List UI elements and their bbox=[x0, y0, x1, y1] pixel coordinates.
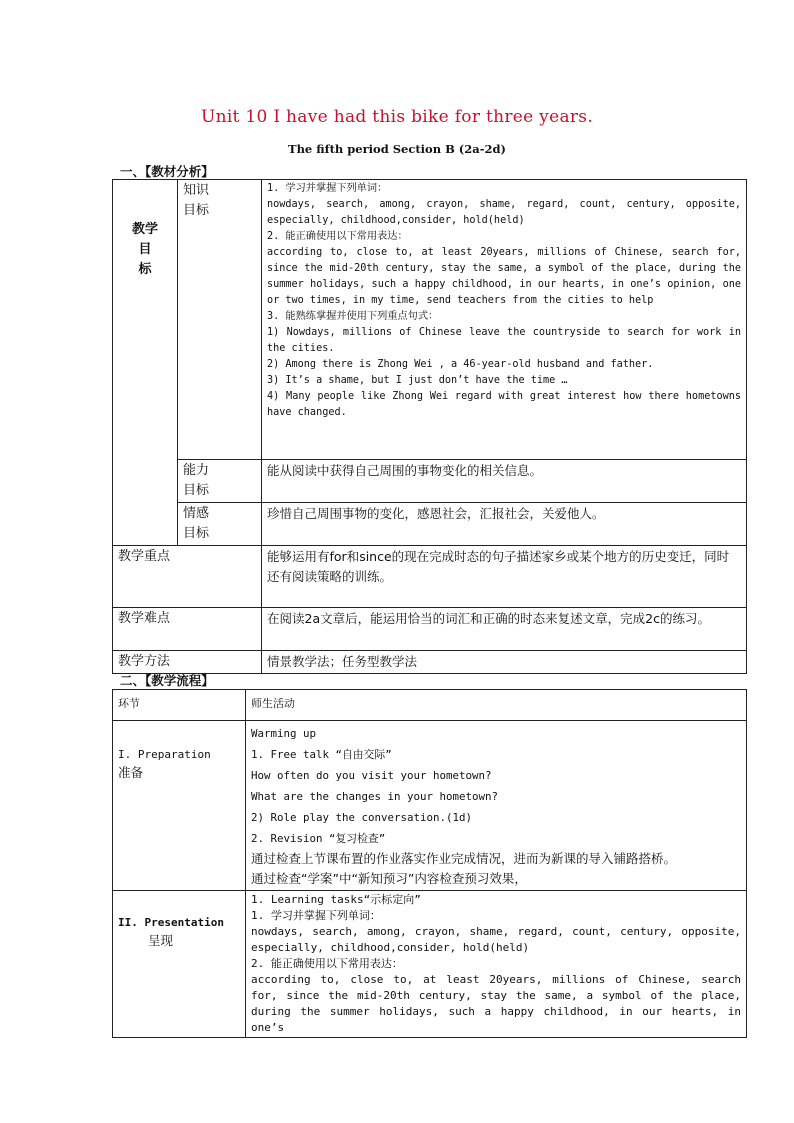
teaching-goals-label: 教学 目 标 bbox=[113, 180, 178, 546]
preparation-label-en: I. Preparation bbox=[118, 748, 211, 761]
section-heading-flow: 二、【教学流程】 bbox=[120, 673, 214, 688]
preparation-line: 2) Role play the conversation.(1d) bbox=[251, 811, 473, 824]
ability-goal-label: 能力 目标 bbox=[178, 460, 262, 503]
knowledge-goal-label: 知识 目标 bbox=[178, 180, 262, 460]
ability-goal-text: 能从阅读中获得自己周围的事物变化的相关信息。 bbox=[262, 460, 747, 503]
document-subtitle: The fifth period Section B (2a-2d) bbox=[288, 142, 506, 156]
teaching-method-label: 教学方法 bbox=[113, 651, 262, 674]
presentation-label-en: II. Presentation bbox=[118, 916, 224, 929]
presentation-activity-text: 1. Learning tasks“示标定向” 1. 学习并掌握下列单词： nowdays, search, among, crayon, shame, regard, count, century, opposite, especially, childhood,consider, hold(held) 2. 能正确使用以下常用表达： according to, close to, at least 20years, millions of Chinese, search for, since the mid-20th century, stay the same, a symbol of the place, during the summer holidays, such a happy childhood, in our hearts, in one’s bbox=[246, 891, 747, 1038]
key-points-label: 教学重点 bbox=[113, 546, 262, 608]
difficult-points-label: 教学难点 bbox=[113, 608, 262, 651]
analysis-table bbox=[112, 179, 747, 674]
teaching-method-text: 情景教学法；任务型教学法 bbox=[262, 651, 747, 674]
flow-header-activity: 师生活动 bbox=[246, 690, 747, 721]
preparation-cn-line: 通过检查上节课布置的作业落实作业完成情况，进而为新课的导入铺路搭桥。 bbox=[251, 851, 677, 866]
difficult-points-text: 在阅读2a文章后，能运用恰当的词汇和正确的时态来复述文章，完成2c的练习。 bbox=[262, 608, 747, 651]
preparation-cn-line: 通过检查“学案”中“新知预习”内容检查预习效果， bbox=[251, 871, 527, 886]
section-heading-analysis: 一、【教材分析】 bbox=[120, 164, 214, 179]
knowledge-goal-text: 1. 学习并掌握下列单词： nowdays, search, among, crayon, shame, regard, count, century, opposite, especially, childhood,consider, hold(held) 2. 能正确使用以下常用表达： according to, close to, at least 20years, millions of Chinese, search for, since the mid-20th century, stay the same, a symbol of the place, during the summer holidays, such a happy childhood, in our hearts, in one’s opinion, one or two times, in my time, send teachers from the cities to help 3. 能熟练掌握并使用下列重点句式： 1) Nowdays, millions of Chinese leave the countryside to search for work in the cities. 2) Among there is Zhong Wei , a 46-year-old husband and father. 3) It’s a shame, but I just don’t have the time … 4) Many people like Zhong Wei regard with great interest how there hometowns have changed. bbox=[262, 180, 747, 460]
preparation-line: How often do you visit your hometown? bbox=[251, 769, 492, 782]
flow-table bbox=[112, 689, 747, 1038]
presentation-stage-cell bbox=[113, 891, 246, 1038]
preparation-activity-cell bbox=[246, 721, 747, 891]
preparation-stage-cell bbox=[113, 721, 246, 891]
flow-header-stage: 环节 bbox=[113, 690, 246, 721]
document-title: Unit 10 I have had this bike for three years. bbox=[200, 107, 594, 127]
preparation-line: What are the changes in your hometown? bbox=[251, 790, 499, 803]
presentation-label-cn: 呈现 bbox=[148, 933, 174, 948]
preparation-line: Warming up bbox=[251, 727, 317, 740]
preparation-label-cn: 准备 bbox=[118, 765, 144, 780]
emotion-goal-label: 情感 目标 bbox=[178, 503, 262, 546]
preparation-line: 2. Revision “复习检查” bbox=[251, 832, 386, 845]
emotion-goal-text: 珍惜自己周围事物的变化，感恩社会，汇报社会，关爱他人。 bbox=[262, 503, 747, 546]
preparation-line: 1. Free talk “自由交际” bbox=[251, 748, 392, 761]
key-points-text: 能够运用有for和since的现在完成时态的句子描述家乡或某个地方的历史变迁，同时还有阅读策略的训练。 bbox=[262, 546, 747, 608]
